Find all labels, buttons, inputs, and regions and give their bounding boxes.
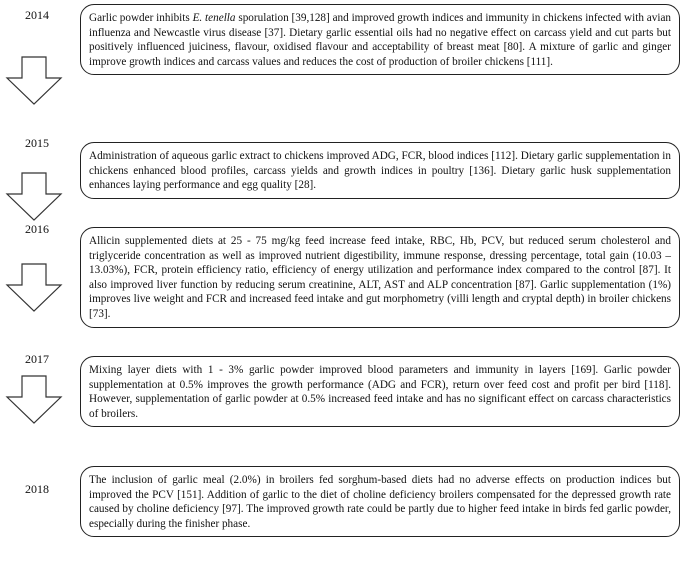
- year-label-2018: 2018: [25, 482, 49, 496]
- down-arrow-icon: [5, 56, 63, 106]
- timeline-entry-2018: [80, 466, 680, 537]
- entry-text: The inclusion of garlic meal (2.0%) in broilers fed sorghum-based diets had no adverse effects on production indices but improved the PCV [151]. Addition of garlic to the diet of choline deficiency broilers compensated for the depressed growth rate caused by choline deficiency [97]. The improved growth rate could be partly due to higher feed intake in birds fed garlic powder, especially during the finisher phase.: [89, 474, 671, 530]
- species-name: E. tenella: [192, 12, 236, 24]
- timeline-entry-2015: [80, 142, 680, 199]
- timeline-entry-2014: [80, 4, 680, 75]
- year-label-2015: 2015: [25, 136, 49, 150]
- entry-text: sporulation [39,128] and improved growth indices and immunity in chickens infected with avian influenza and Newcastle virus disease [37]. Dietary garlic essential oils had no negative effect on carcass yield and cut parts but positively influenced juiciness, flavour, oxidised flavour and acceptability of breast meat [80]. A mixture of garlic and ginger improve growth indices and carcass values and reduces the cost of production of broiler chickens [111].: [89, 12, 672, 68]
- down-arrow-icon: [5, 263, 63, 313]
- entry-text: Garlic powder inhibits: [89, 12, 193, 24]
- timeline-entry-2017: [80, 356, 680, 427]
- timeline-entry-2016: [80, 227, 680, 328]
- entry-text: Mixing layer diets with 1 - 3% garlic powder improved blood parameters and immunity in layers [169]. Garlic powder supplementation at 0.5% improves the growth performance (ADG and FCR), return over feed cost and profit per bird [118]. However, supplementation of garlic powder at 0.5% increased feed intake and has no significant effect on carcass characteristics of broilers.: [89, 364, 671, 420]
- down-arrow-icon: [5, 172, 63, 222]
- entry-text: Administration of aqueous garlic extract to chickens improved ADG, FCR, blood indices [112]. Dietary garlic supplementation in chickens enhanced blood profiles, carcass yields and growth indices in poultry [136]. Dietary garlic husk supplementation enhances laying performance and egg quality [28].: [89, 150, 671, 192]
- year-label-2017: 2017: [25, 352, 49, 366]
- entry-text: Allicin supplemented diets at 25 - 75 mg/kg feed increase feed intake, RBC, Hb, PCV, but reduced serum cholesterol and triglyceride concentration as well as improved nutrient digestibility, immune response, dressing percentage, total gain (10.03 – 13.03%), FCR, protein efficiency ratio, efficiency of energy utilization and performance index compared to the control [87]. It also improved liver function by reducing serum creatinine, ALT, AST and ALP concentration [87]. Garlic supplementation (1%) improves live weight and FCR and increased feed intake and gut morphometry (villi length and cryptal depth) in broiler chickens [73].: [89, 235, 671, 320]
- year-label-2014: 2014: [25, 8, 49, 22]
- year-label-2016: 2016: [25, 222, 49, 236]
- down-arrow-icon: [5, 375, 63, 425]
